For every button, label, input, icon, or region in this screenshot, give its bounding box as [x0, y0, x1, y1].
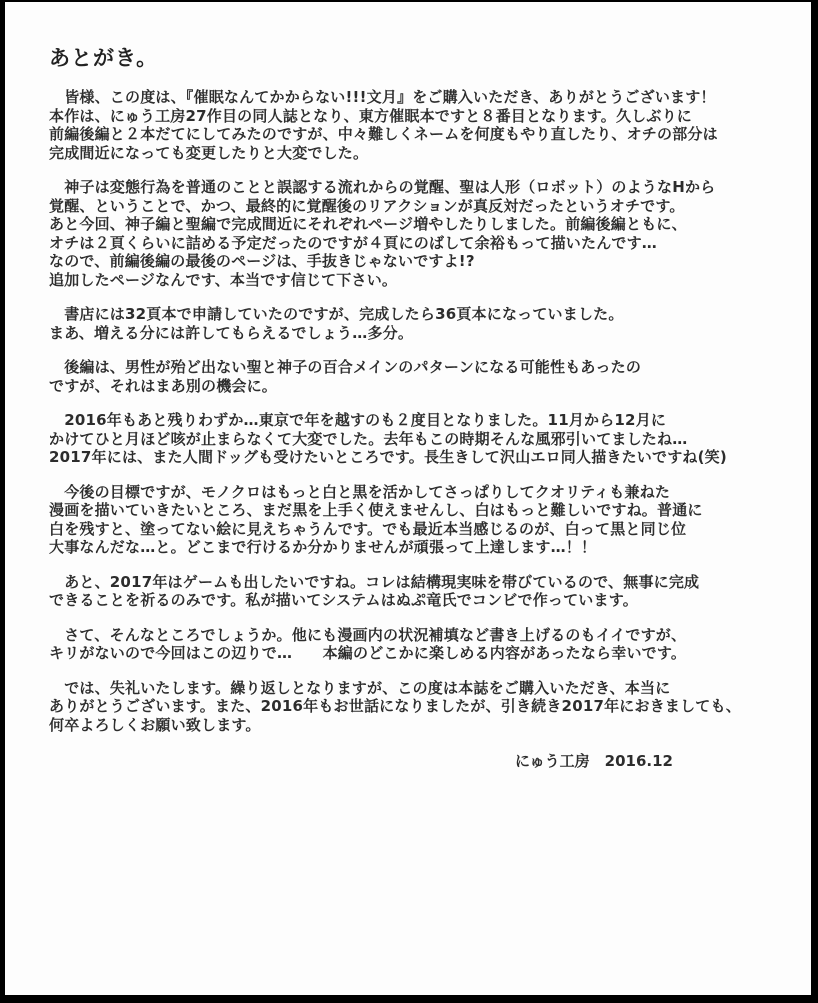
afterword-page	[5, 2, 811, 995]
afterword-paragraph: 神子は変態行為を普通のことと誤認する流れからの覚醒、聖は人形（ロボット）のようなHから 覚醒、ということで、かつ、最終的に覚醒後のリアクションが真反対だったというオチです。 あと今回、神子編と聖編で完成間近にそれぞれページ増やしたりしました。前編後編ともに、 オチは２頁くらいに詰める予定だったのですが４頁にのばして余裕もって描いたんです… なので、前編後編の最後のページは、手抜きじゃないですよ!? 追加したページなんです、本当です信じて下さい。	[49, 178, 716, 289]
afterword-paragraph: さて、そんなところでしょうか。他にも漫画内の状況補填など書き上げるのもイイですが、 キリがないので今回はこの辺りで… 本編のどこかに楽しめる内容があったなら幸いです。	[49, 625, 687, 662]
afterword-body	[49, 88, 785, 734]
afterword-paragraph: 後編は、男性が殆ど出ない聖と神子の百合メインのパターンになる可能性もあったの ですが、それはまあ別の機会に。	[49, 358, 642, 395]
afterword-paragraph: 今後の目標ですが、モノクロはもっと白と黒を活かしてさっぱりしてクオリティも兼ねた 漫画を描いていきたいところ、まだ黒を上手く使えませんし、白はもっと難しいですね。普通に 白を残すと、塗ってない絵に見えちゃうんです。でも最近本当感じるのが、白って黒と同じ位 大事なんだな…と。どこまで行けるか分かりませんが頑張って上達します…！！	[49, 482, 703, 556]
afterword-paragraph: 皆様、この度は、『催眠なんてかからない!!!文月』をご購入いただき、ありがとうございます！ 本作は、にゅう工房27作目の同人誌となり、東方催眠本ですと８番目となります。久しぶりに 前編後編と２本だてにしてみたのですが、中々難しくネームを何度もやり直したり、オチの部分は 完成間近になっても変更したりと大変でした。	[49, 88, 718, 162]
afterword-paragraph: では、失礼いたします。繰り返しとなりますが、この度は本誌をご購入いただき、本当に ありがとうございます。また、2016年もお世話になりましたが、引き続き2017年におきましても、 何卒よろしくお願い致します。	[49, 678, 741, 734]
page-title: あとがき。	[49, 46, 159, 70]
afterword-paragraph: あと、2017年はゲームも出したいですね。コレは結構現実味を帯びているので、無事に完成 できることを祈るのみです。私が描いてシステムはぬぷ竜氏でコンビで作っています。	[49, 572, 700, 609]
afterword-paragraph: 書店には32頁本で申請していたのですが、完成したら36頁本になっていました。 まあ、増える分には許してもらえるでしょう…多分。	[49, 305, 624, 342]
signature: にゅう工房 2016.12	[514, 752, 673, 770]
afterword-paragraph: 2016年もあと残りわずか…東京で年を越すのも２度目となりました。11月から12月に かけてひと月ほど咳が止まらなくて大変でした。去年もこの時期そんな風邪引いてましたね… 2017年には、また人間ドッグも受けたいところです。長生きして沢山エロ同人描きたいですね(笑)	[49, 411, 727, 466]
